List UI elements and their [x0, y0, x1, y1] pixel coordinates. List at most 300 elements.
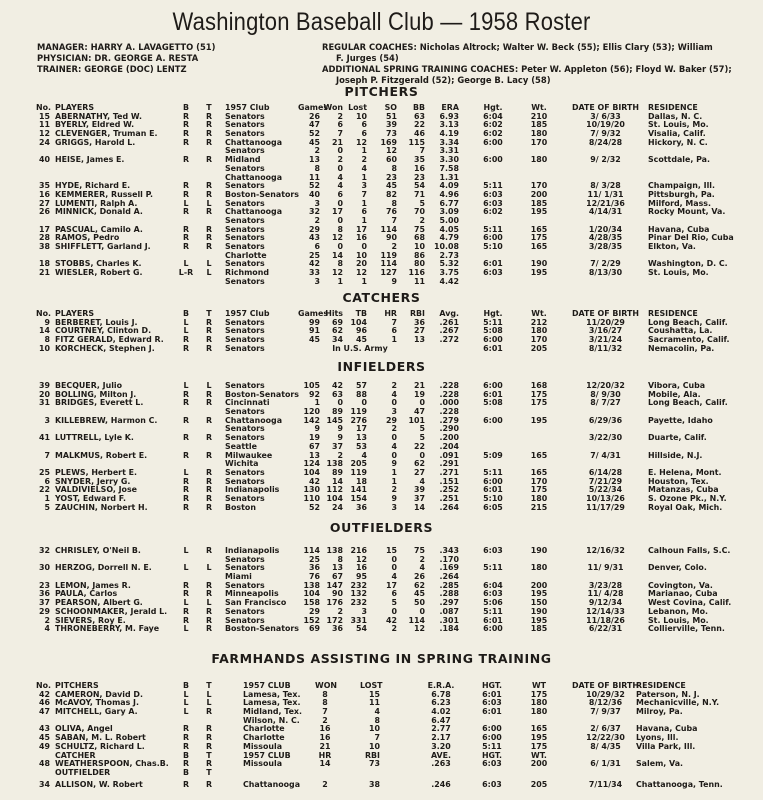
- cell-c10: 2.73: [439, 250, 459, 260]
- cell-throws: R: [205, 317, 213, 327]
- cell-weight: 210: [530, 111, 548, 121]
- cell-weight: 205: [530, 343, 548, 353]
- table-row: [0, 259, 763, 268]
- farmhands-table: [0, 681, 763, 788]
- table-row: [0, 607, 763, 616]
- cell-c10: .297: [439, 598, 459, 608]
- cell-c10: .228: [439, 407, 459, 417]
- cell-weight: 170: [530, 476, 548, 486]
- cell-dob: 11/18/26: [586, 615, 625, 625]
- cell-residence: Long Beach, Calif.: [648, 317, 728, 327]
- cell-c6: 8: [337, 554, 343, 564]
- cell-weight: 195: [530, 415, 548, 425]
- cell-c8: 6: [391, 326, 397, 336]
- table-row: [0, 251, 763, 260]
- cell-c7: 232: [350, 580, 367, 590]
- cell-bats: L: [183, 563, 189, 573]
- cell-club: Senators: [225, 111, 265, 121]
- cell-num: 1: [44, 493, 50, 503]
- cell-club: Lamesa, Tex.: [243, 689, 301, 699]
- cell-player: BECQUER, Julio: [55, 381, 123, 390]
- cell-c5: 2: [314, 215, 320, 225]
- cell-height: 6:00: [483, 155, 503, 165]
- cell-player: CAMERON, David D.: [55, 689, 143, 699]
- cell-c5: 45: [309, 137, 320, 147]
- header-residence: RESIDENCE: [636, 681, 686, 690]
- cell-c5: 16: [319, 724, 331, 734]
- cell-c10: .279: [439, 415, 459, 425]
- cell-c10: .288: [439, 589, 459, 599]
- cell-throws: L: [206, 381, 212, 390]
- cell-c9: 2: [419, 215, 425, 225]
- cell-c5: 110: [303, 493, 320, 503]
- cell-c9: 36: [414, 317, 425, 327]
- cell-weight: 190: [530, 546, 548, 555]
- cell-c8: 8: [391, 163, 397, 173]
- cell-residence: West Covina, Calif.: [648, 598, 732, 608]
- cell-residence: Vibora, Cuba: [648, 381, 706, 390]
- cell-c6: 104: [326, 493, 343, 503]
- table-row: [0, 442, 763, 451]
- header-bats: B: [182, 309, 189, 318]
- table-row: [0, 716, 763, 725]
- cell-residence: Mobile, Ala.: [648, 389, 701, 399]
- spring-coaches: ADDITIONAL SPRING TRAINING COACHES: Peter W. Appleton (56); Floyd W. Baker (57);: [322, 64, 732, 74]
- cell-throws: R: [205, 485, 213, 495]
- cell-height: 6:03: [483, 589, 503, 599]
- cell-throws: R: [205, 224, 213, 234]
- cell-c5: 42: [309, 476, 320, 486]
- cell-player: LUTTRELL, Lyle K.: [55, 433, 134, 443]
- cell-c6: 17: [332, 207, 343, 217]
- cell-c7: 104: [350, 317, 367, 327]
- cell-throws: R: [205, 155, 213, 165]
- table-row: [0, 242, 763, 251]
- cell-c10: .272: [439, 335, 459, 345]
- cell-c7: 4.02: [431, 707, 451, 717]
- cell-c7: 57: [356, 381, 367, 390]
- cell-weight: 195: [530, 733, 548, 743]
- cell-height: 5:06: [483, 598, 503, 608]
- header-c6: RBI: [364, 750, 380, 760]
- cell-throws: R: [205, 181, 213, 191]
- cell-player: RAMOS, Pedro: [55, 233, 120, 243]
- header-club: 1957 Club: [225, 309, 270, 318]
- cell-club: Indianapolis: [225, 485, 280, 495]
- cell-player: LEMON, James R.: [55, 580, 131, 590]
- cell-height: 6:01: [482, 689, 502, 699]
- cell-dob: 8/12/36: [588, 698, 623, 708]
- table-row: [0, 398, 763, 407]
- cell-c8: 90: [386, 233, 397, 243]
- cell-bats: R: [182, 111, 190, 121]
- cell-dob: 3/28/35: [588, 242, 623, 251]
- cell-c7: 13: [356, 433, 367, 443]
- cell-club: Senators: [225, 381, 265, 390]
- cell-c6: 42: [332, 381, 343, 390]
- cell-c8: 42: [386, 615, 397, 625]
- cell-c9: 11: [414, 276, 425, 286]
- cell-c8: 5: [391, 598, 397, 608]
- cell-c9: 5: [419, 424, 425, 434]
- cell-bats: R: [182, 343, 190, 353]
- cell-c7: 54: [356, 624, 367, 634]
- cell-c7: 36: [356, 502, 367, 512]
- cell-c6: 13: [332, 563, 343, 573]
- cell-num: 34: [39, 779, 50, 789]
- cell-height: 6:01: [483, 485, 503, 495]
- cell-player: WEATHERSPOON, Chas.B.: [55, 759, 169, 769]
- cell-c7: 53: [356, 441, 367, 451]
- cell-c8: 0: [391, 606, 397, 616]
- cell-player: WIESLER, Robert G.: [55, 268, 143, 278]
- cell-bats: L: [183, 326, 189, 336]
- cell-c5: 36: [309, 563, 320, 573]
- cell-c7: 2.77: [431, 724, 451, 734]
- cell-c7: 3: [361, 181, 367, 191]
- table-row: [0, 733, 763, 742]
- cell-height: 6:01: [483, 389, 503, 399]
- cell-c6: 10: [369, 724, 380, 734]
- cell-residence: Paterson, N. J.: [636, 689, 700, 699]
- cell-c8: 17: [386, 580, 397, 590]
- cell-weight: 205: [530, 779, 548, 789]
- cell-num: 12: [39, 129, 50, 139]
- cell-weight: 190: [530, 606, 548, 616]
- cell-dob: 11/ 9/31: [587, 563, 624, 573]
- cell-c5: 3: [314, 198, 320, 208]
- header-c9: RBI: [409, 309, 425, 318]
- cell-c7: .246: [431, 779, 451, 789]
- cell-bats: R: [182, 207, 190, 217]
- cell-bats: R: [182, 137, 190, 147]
- cell-club: Senators: [225, 326, 265, 336]
- cell-c10: 4.79: [439, 233, 459, 243]
- cell-c8: 1: [391, 467, 397, 477]
- cell-residence: Havana, Cuba: [636, 724, 698, 734]
- cell-c5: 45: [309, 335, 320, 345]
- cell-c6: 0: [337, 146, 343, 156]
- cell-c9: 0: [419, 606, 425, 616]
- cell-dob: 7/ 2/29: [590, 259, 621, 269]
- cell-c6: 36: [332, 624, 343, 634]
- cell-c5: 25: [309, 250, 320, 260]
- table-header: [0, 309, 763, 318]
- cell-num: 14: [39, 326, 50, 336]
- cell-c6: 6: [337, 189, 343, 199]
- cell-c9: 35: [414, 155, 425, 165]
- cell-club: Senators: [225, 606, 265, 616]
- cell-c8: 76: [386, 207, 397, 217]
- cell-num: 3: [44, 415, 50, 425]
- cell-c5: 47: [309, 120, 320, 130]
- cell-c9: 22: [414, 120, 425, 130]
- cell-c5: 25: [309, 554, 320, 564]
- cell-c10: .291: [439, 459, 459, 469]
- cell-dob: 6/ 1/31: [590, 759, 621, 769]
- cell-c9: 86: [414, 250, 425, 260]
- cell-c6: 7: [374, 733, 380, 743]
- cell-club: Senators: [225, 343, 265, 353]
- cell-weight: 165: [530, 467, 548, 477]
- cell-c8: 7: [391, 215, 397, 225]
- header-bats: B: [182, 103, 189, 112]
- header-player: PLAYERS: [55, 309, 95, 318]
- cell-bats: R: [182, 741, 190, 751]
- cell-player: SCHOONMAKER, Jerald L.: [55, 606, 168, 616]
- header-throws: T: [206, 750, 212, 760]
- table-row: [0, 724, 763, 733]
- cell-c6: 0: [337, 398, 343, 408]
- cell-c7: 20: [356, 259, 367, 269]
- cell-residence: Houston, Tex.: [648, 476, 709, 486]
- cell-c6: 73: [369, 759, 380, 769]
- cell-dob: 3/22/30: [588, 433, 623, 443]
- cell-dob: 6/29/36: [588, 415, 623, 425]
- cell-residence: Coushatta, La.: [648, 326, 713, 336]
- table-row: [0, 407, 763, 416]
- infielders-heading: INFIELDERS: [337, 359, 426, 374]
- cell-num: 6: [44, 476, 50, 486]
- cell-dob: 9/12/34: [588, 598, 623, 608]
- cell-throws: R: [205, 129, 213, 139]
- cell-c10: .285: [439, 580, 459, 590]
- cell-c8: 2: [391, 381, 397, 390]
- cell-c9: 80: [414, 259, 425, 269]
- cell-throws: L: [206, 598, 212, 608]
- cell-c6: 89: [332, 467, 343, 477]
- table-row: [0, 459, 763, 468]
- cell-club: Chattanooga: [243, 779, 301, 789]
- cell-weight: 165: [530, 224, 548, 234]
- cell-throws: R: [205, 450, 213, 460]
- cell-c5: 26: [309, 111, 320, 121]
- cell-c8: 9: [391, 493, 397, 503]
- cell-c9: 47: [414, 407, 425, 417]
- cell-weight: 195: [530, 589, 548, 599]
- table-row: [0, 120, 763, 129]
- table-row: [0, 199, 763, 208]
- cell-bats: R: [182, 779, 190, 789]
- table-row: [0, 381, 763, 390]
- cell-height: 6:00: [482, 724, 502, 734]
- cell-c10: 3.34: [439, 137, 459, 147]
- cell-c7: 12: [356, 137, 367, 147]
- cell-weight: 185: [530, 624, 548, 634]
- table-row: [0, 344, 763, 353]
- cell-c5: 9: [314, 424, 320, 434]
- cell-bats: L: [183, 467, 189, 477]
- header-bats: B: [182, 767, 189, 777]
- cell-num: 23: [39, 580, 50, 590]
- cell-c6: 145: [326, 415, 343, 425]
- cell-residence: Hickory, N. C.: [648, 137, 708, 147]
- cell-weight: 185: [530, 120, 548, 130]
- cell-c5: 13: [309, 450, 320, 460]
- cell-c9: 71: [414, 189, 425, 199]
- army-note: In U.S. Army: [332, 343, 388, 353]
- cell-bats: R: [182, 759, 190, 769]
- cell-club: Chattanooga: [225, 415, 283, 425]
- cell-num: 21: [39, 268, 50, 278]
- cell-residence: Champaign, Ill.: [648, 181, 715, 191]
- cell-club: Senators: [225, 615, 265, 625]
- table-row: [0, 555, 763, 564]
- page-title: Washington Baseball Club — 1958 Roster: [172, 8, 591, 36]
- cell-player: STOBBS, Charles K.: [55, 259, 142, 269]
- cell-c10: .264: [439, 572, 459, 582]
- cell-c8: 0: [391, 554, 397, 564]
- table-row: [0, 451, 763, 460]
- cell-height: 5:11: [483, 467, 503, 477]
- cell-num: 28: [39, 233, 50, 243]
- cell-c5: 52: [309, 181, 320, 191]
- cell-c5: 16: [319, 733, 331, 743]
- cell-throws: R: [205, 615, 213, 625]
- cell-player: BOLLING, Milton J.: [55, 389, 137, 399]
- table-row: [0, 780, 763, 789]
- cell-dob: 8/ 9/30: [590, 389, 621, 399]
- cell-height: 6:03: [482, 779, 502, 789]
- header-bats: B: [182, 681, 189, 690]
- cell-c10: .087: [439, 606, 459, 616]
- cell-bats: L: [183, 698, 189, 708]
- cell-c9: 23: [414, 172, 425, 182]
- cell-residence: Dallas, N. C.: [648, 111, 703, 121]
- cell-dob: 3/21/24: [588, 335, 623, 345]
- cell-c8: 1: [391, 476, 397, 486]
- cell-c7: 17: [356, 224, 367, 234]
- cell-c10: 3.75: [439, 268, 459, 278]
- cell-dob: 10/19/20: [586, 120, 625, 130]
- header-num: No.: [36, 103, 52, 112]
- cell-num: 7: [44, 450, 50, 460]
- cell-num: 36: [39, 589, 50, 599]
- cell-c9: 27: [414, 467, 425, 477]
- table-row: [0, 268, 763, 277]
- cell-club: Midland: [225, 155, 261, 165]
- cell-c8: 169: [380, 137, 397, 147]
- cell-c5: 105: [303, 381, 320, 390]
- cell-player: BYERLY, Eldred W.: [55, 120, 135, 130]
- header-c5: Games: [298, 309, 329, 318]
- cell-c5: 138: [303, 580, 320, 590]
- cell-c10: 6.77: [439, 198, 459, 208]
- cell-c5: 14: [319, 759, 331, 769]
- cell-num: 39: [39, 381, 50, 390]
- cell-c9: 0: [419, 450, 425, 460]
- cell-c5: 29: [309, 606, 320, 616]
- cell-club: Senators: [225, 181, 265, 191]
- header-c10: ERA: [441, 103, 459, 112]
- header-weight: WT: [531, 681, 547, 690]
- cell-num: 27: [39, 198, 50, 208]
- cell-c6: 1: [337, 276, 343, 286]
- cell-residence: Chattanooga, Tenn.: [636, 779, 723, 789]
- cell-bats: L: [183, 546, 189, 555]
- cell-c6: 24: [332, 502, 343, 512]
- cell-c6: 37: [332, 441, 343, 451]
- cell-num: 49: [39, 741, 50, 751]
- cell-weight: 180: [530, 707, 548, 717]
- table-header: [0, 681, 763, 690]
- cell-height: 6:02: [483, 120, 503, 130]
- cell-num: 35: [39, 181, 50, 191]
- cell-weight: 165: [530, 724, 548, 734]
- cell-c6: 38: [369, 779, 380, 789]
- cell-club: Senators: [225, 233, 265, 243]
- header-height: Hgt.: [483, 103, 503, 112]
- header-c7: TB: [355, 309, 367, 318]
- table-row: [0, 190, 763, 199]
- cell-dob: 7/ 9/37: [590, 707, 621, 717]
- cell-bats: R: [182, 233, 190, 243]
- cell-weight: 215: [530, 502, 548, 512]
- cell-c5: 8: [314, 163, 320, 173]
- cell-throws: R: [205, 398, 213, 408]
- cell-c6: 4: [337, 181, 343, 191]
- cell-num: 42: [39, 689, 50, 699]
- cell-club: Senators: [225, 224, 265, 234]
- cell-c6: 147: [326, 580, 343, 590]
- cell-c8: 29: [386, 415, 397, 425]
- farmhands-heading: FARMHANDS ASSISTING IN SPRING TRAINING: [211, 651, 552, 666]
- cell-throws: R: [205, 233, 213, 243]
- cell-c10: .264: [439, 502, 459, 512]
- cell-c6: 0: [337, 215, 343, 225]
- cell-bats: L: [183, 198, 189, 208]
- cell-dob: 7/ 9/32: [590, 129, 621, 139]
- cell-weight: 165: [530, 450, 548, 460]
- header-residence: RESIDENCE: [648, 309, 698, 318]
- cell-bats: R: [182, 724, 190, 734]
- cell-c8: 114: [380, 259, 397, 269]
- cell-player: SNYDER, Jerry G.: [55, 476, 131, 486]
- cell-c8: 6: [391, 589, 397, 599]
- cell-player: SCHULTZ, Richard L.: [55, 741, 145, 751]
- table-row: [0, 112, 763, 121]
- cell-residence: Visalia, Calif.: [648, 129, 706, 139]
- cell-c8: 82: [386, 189, 397, 199]
- cell-residence: Marianao, Cuba: [648, 589, 718, 599]
- table-row: [0, 707, 763, 716]
- cell-c7: 6: [361, 120, 367, 130]
- cell-bats: R: [182, 580, 190, 590]
- cell-num: 24: [39, 137, 50, 147]
- cell-bats: R: [182, 502, 190, 512]
- cell-bats: L: [183, 317, 189, 327]
- cell-c9: 5: [419, 433, 425, 443]
- cell-c6: 176: [326, 598, 343, 608]
- table-row: [0, 477, 763, 486]
- cell-c8: 0: [391, 563, 397, 573]
- cell-height: 5:09: [483, 450, 503, 460]
- cell-height: 6:03: [482, 698, 502, 708]
- header-height: Hgt.: [483, 309, 503, 318]
- cell-weight: 168: [530, 381, 548, 390]
- cell-bats: L: [183, 598, 189, 608]
- cell-height: 5:11: [483, 224, 503, 234]
- cell-c8: 15: [386, 546, 397, 555]
- cell-throws: R: [205, 733, 213, 743]
- cell-height: 6:00: [483, 476, 503, 486]
- cell-club: Miami: [225, 572, 252, 582]
- cell-c9: 54: [414, 181, 425, 191]
- cell-bats: R: [182, 589, 190, 599]
- cell-c5: 158: [303, 598, 320, 608]
- cell-c9: 62: [414, 459, 425, 469]
- cell-c8: 12: [386, 146, 397, 156]
